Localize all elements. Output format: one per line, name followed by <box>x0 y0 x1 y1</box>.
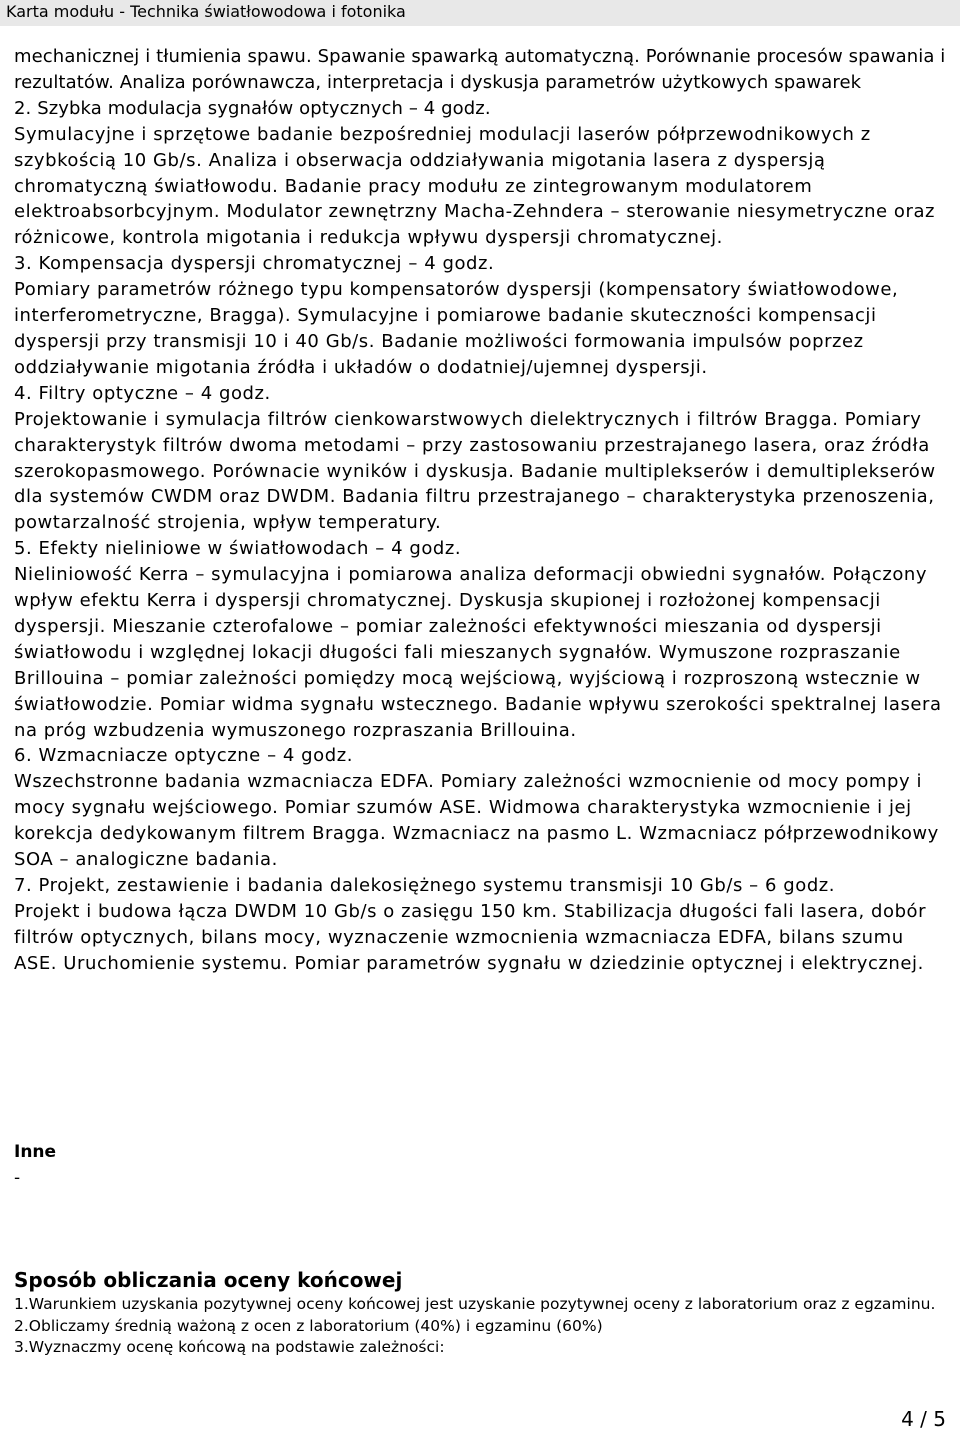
topic-heading-dispersion-compensation: 3. Kompensacja dyspersji chromatycznej – 4 godz. <box>14 253 495 275</box>
grading-item: 3.Wyznaczmy ocenę końcową na podstawie zależności: <box>14 1338 445 1356</box>
document-header <box>0 0 960 26</box>
other-value: - <box>14 1168 21 1188</box>
paragraph-dispersion-compensation: Pomiary parametrów różnego typu kompensatorów dyspersji (kompensatory światłowodowe, interferometryczne, Bragga). Symulacyjne i pomiarowe badanie skuteczności kompensacji dyspersji przy transmisji 10 i 40 Gb/s. Badanie możliwości formowania impulsów poprzez oddziaływanie migotania źródła i układów o dodatniej/ujemnej dyspersji. <box>14 279 899 378</box>
topic-heading-optical-amplifiers: 6. Wzmacniacze optyczne – 4 godz. <box>14 745 353 767</box>
topic-heading-project: 7. Projekt, zestawienie i badania dalekosiężnego systemu transmisji 10 Gb/s – 6 godz. <box>14 875 836 896</box>
topic-heading-nonlinear-effects: 5. Efekty nieliniowe w światłowodach – 4 godz. <box>14 538 462 560</box>
grading-list <box>14 1294 948 1359</box>
paragraph-optical-amplifiers: Wszechstronne badania wzmacniacza EDFA. Pomiary zależności wzmocnienie od mocy pompy i mocy sygnału wejściowego. Pomiar szumów ASE. Widmowa charakterystyka wzmocnienie i jej korekcja dedykowanym filtrem Bragga. Wzmacniacz na pasmo L. Wzmacniacz półprzewodnikowy SOA – analogiczne badania. <box>14 771 939 871</box>
document-title: Karta modułu - Technika światłowodowa i fotonika <box>6 2 406 21</box>
grading-item: 2.Obliczamy średnią ważoną z ocen z laboratorium (40%) i egzaminu (60%) <box>14 1316 603 1335</box>
paragraph-modulation: Symulacyjne i sprzętowe badanie bezpośredniej modulacji laserów półprzewodnikowych z szybkością 10 Gb/s. Analiza i obserwacja oddziaływania migotania lasera z dyspersją chromatyczną światłowodu. Badanie pracy modułu ze zintegrowanym modulatorem elektroabsorbcyjnym. Modulator zewnętrzny Macha-Zehndera – sterowanie niesymetryczne oraz różnicowe, kontrola migotania i redukcja wpływu dyspersji chromatycznej. <box>14 123 936 249</box>
section-heading-other: Inne <box>14 1142 57 1162</box>
topic-heading-modulation: 2. Szybka modulacja sygnałów optycznych – 4 godz. <box>14 97 491 119</box>
paragraph-nonlinear-effects: Nieliniowość Kerra – symulacyjna i pomiarowa analiza deformacji obwiedni sygnałów. Połączony wpływ efektu Kerra i dyspersji chromatycznej. Dyskusja skupionej i rozłożonej kompensacji dyspersji. Mieszanie czterofalowe – pomiar zależności efektywności mieszania od dyspersji światłowodu i względnej lokacji długości fali mieszanych sygnałów. Wymuszone rozpraszanie Brillouina – pomiar zależności pomiędzy mocą wejściową, wyjściową i rozproszoną wstecznie w światłowodzie. Pomiar widma sygnału wstecznego. Badanie wpływu szerokości spektralnej lasera na próg wzbudzenia wymuszonego rozpraszania Brillouina. <box>14 564 942 741</box>
paragraph-project: Projekt i budowa łącza DWDM 10 Gb/s o zasięgu 150 km. Stabilizacja długości fali lasera, dobór filtrów optycznych, bilans mocy, wyznaczenie wzmocnienia wzmacniacza EDFA, bilans szumu ASE. Uruchomienie systemu. Pomiar parametrów sygnału w dziedzinie optycznej i elektrycznej. <box>14 900 927 974</box>
paragraph-optical-filters: Projektowanie i symulacja filtrów cienkowarstwowych dielektrycznych i filtrów Bragga. Pomiary charakterystyk filtrów dwoma metodami – przy zastosowaniu przestrajanego lasera, oraz źródła szerokopasmowego. Porównacie wyników i dyskusja. Badanie multiplekserów i demultiplekserów dla systemów CWDM oraz DWDM. Badania filtru przestrajanego – charakterystyka przenoszenia, powtarzalność strojenia, wpływ temperatury. <box>14 408 936 534</box>
lab-content <box>14 44 948 977</box>
section-heading-grading: Sposób obliczania oceny końcowej <box>14 1268 403 1292</box>
grading-item: 1.Warunkiem uzyskania pozytywnej oceny końcowej jest uzyskanie pozytywnej oceny z laboratorium oraz z egzaminu. <box>14 1295 936 1313</box>
paragraph-splicing-end: mechanicznej i tłumienia spawu. Spawanie spawarką automatyczną. Porównanie procesów spawania i rezultatów. Analiza porównawcza, interpretacja i dyskusja parametrów użytkowych spawarek <box>14 46 946 93</box>
page-number: 4 / 5 <box>901 1407 946 1431</box>
topic-heading-optical-filters: 4. Filtry optyczne – 4 godz. <box>14 382 271 404</box>
